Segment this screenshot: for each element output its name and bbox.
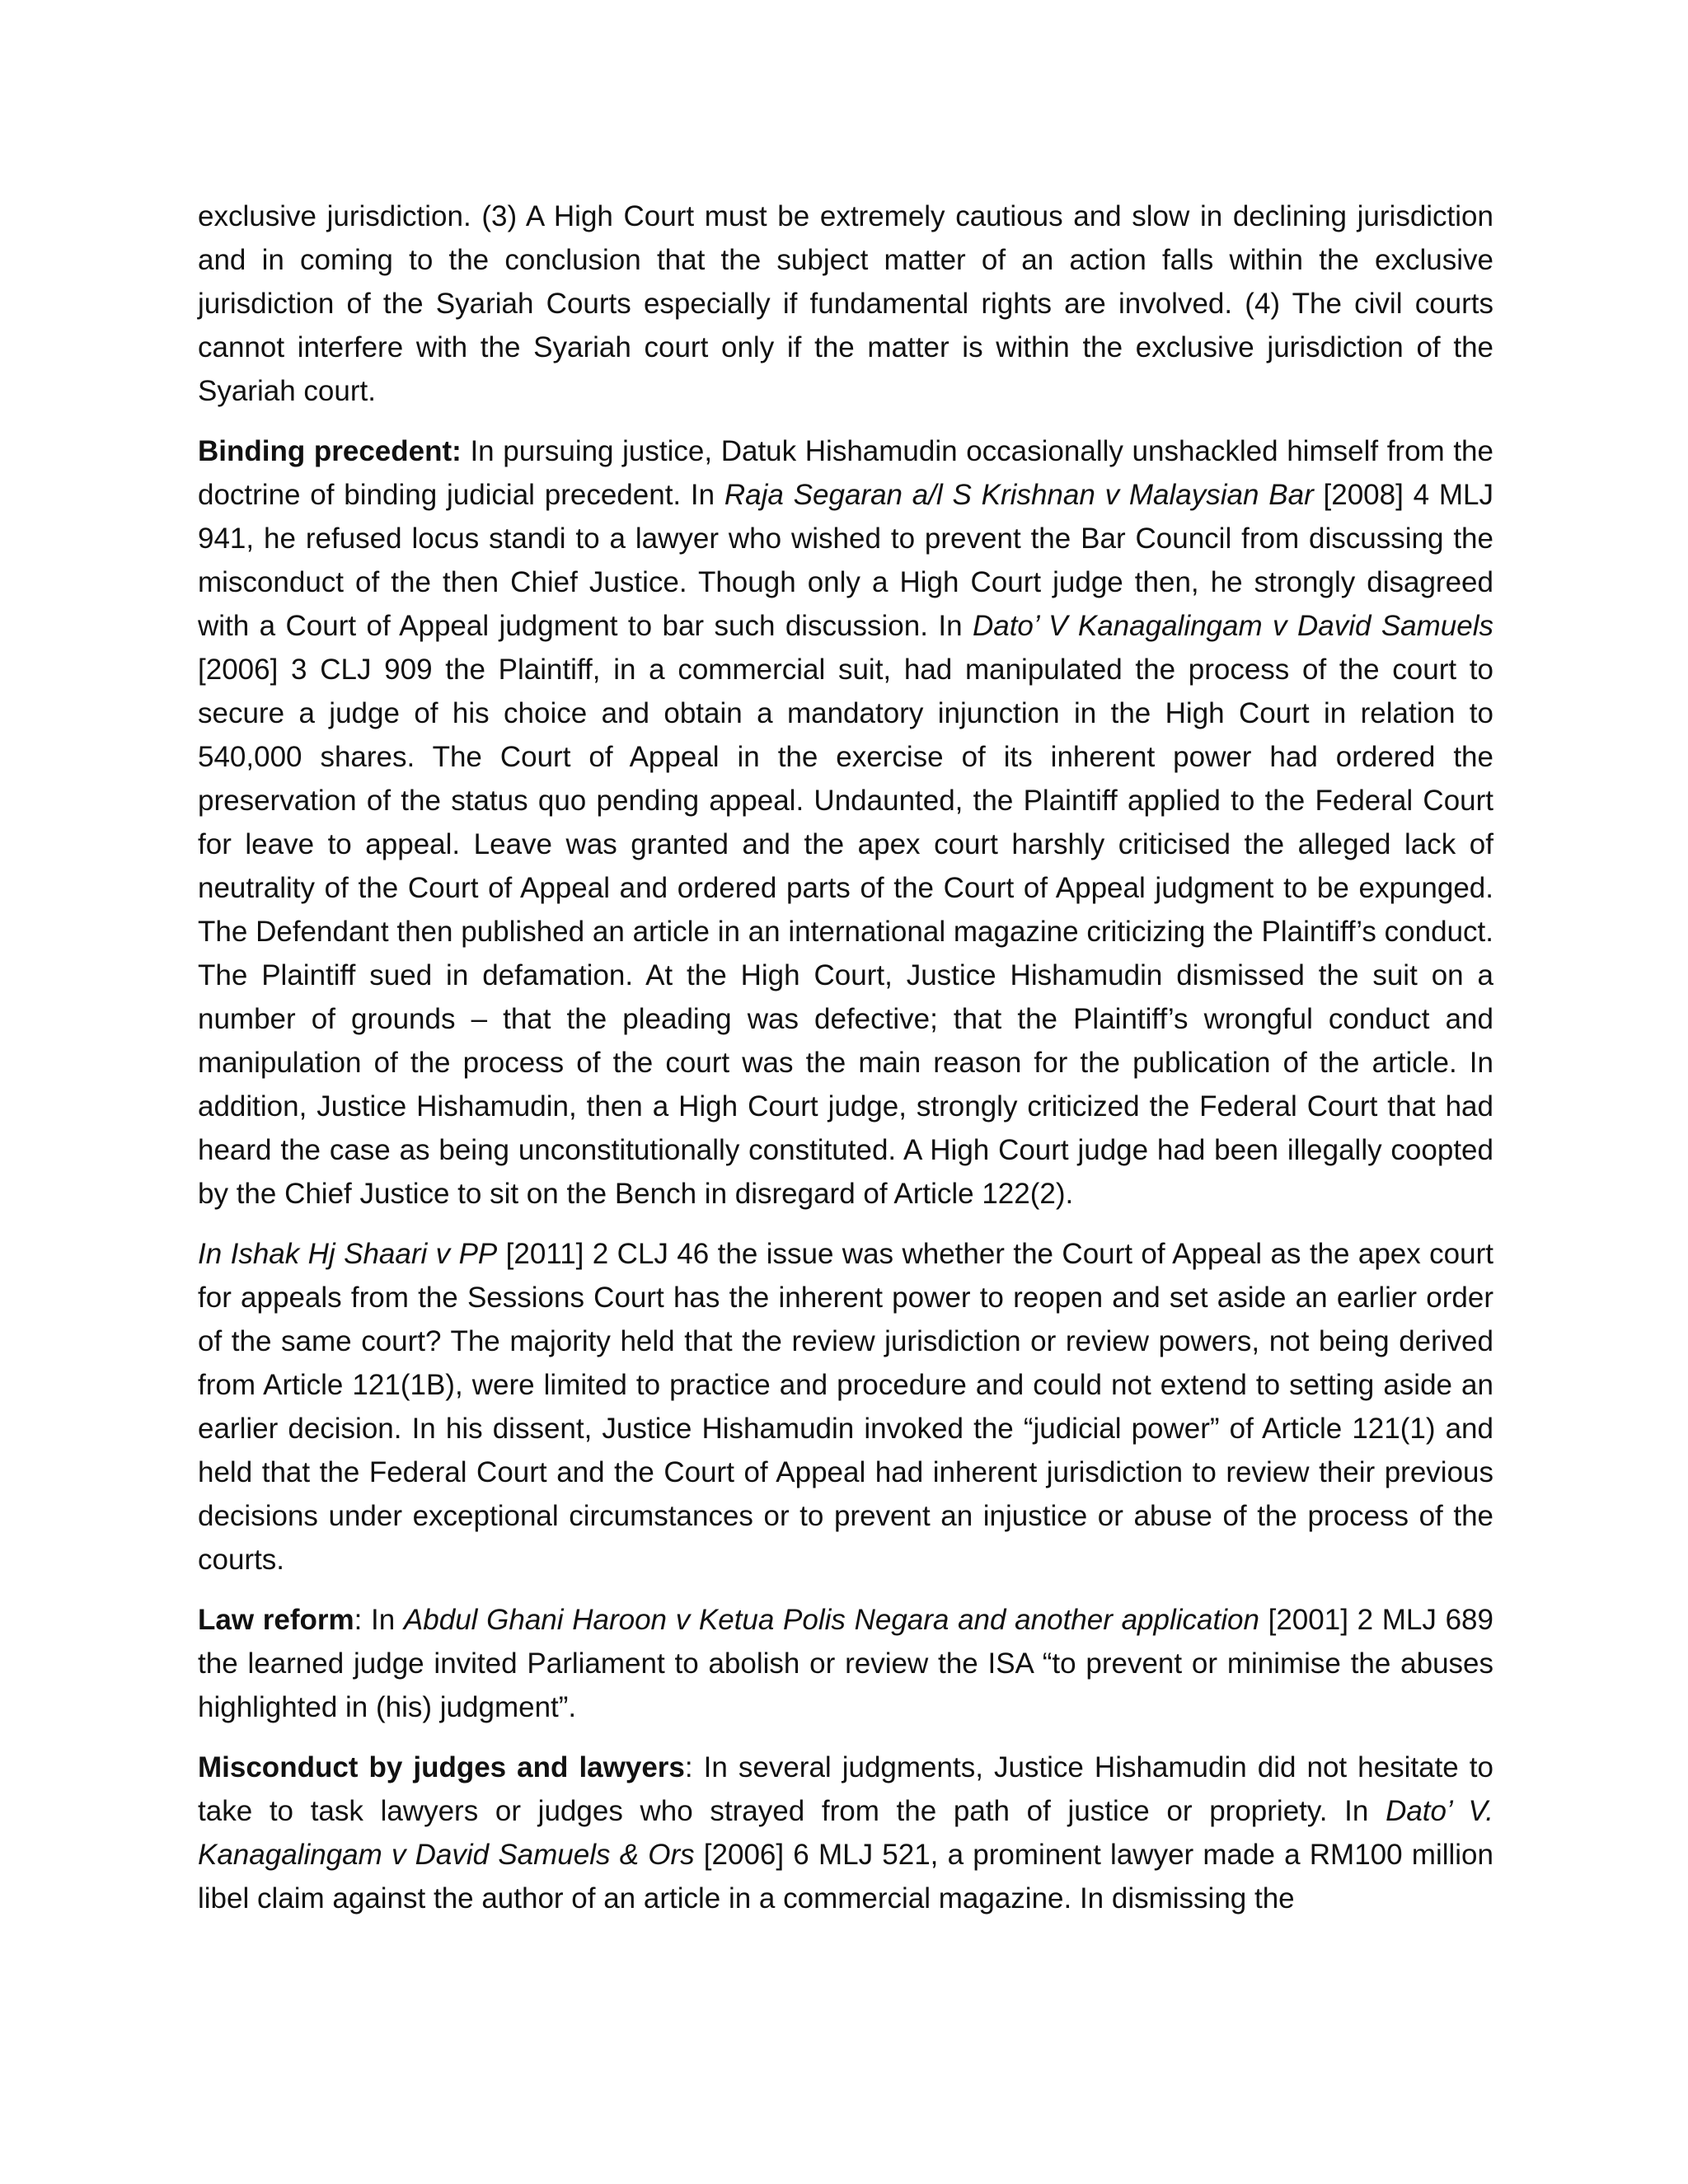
case-citation: In Ishak Hj Shaari v PP bbox=[198, 1238, 498, 1270]
text-run: [2008] 4 MLJ 941, he refused locus standi to a lawyer who wished to prevent the Bar Council from discussing the misconduct of the then Chief Justice. Though only a High Court judge then, he strongly disagreed with a Court of Appeal judgment to bar such discussion. In bbox=[198, 479, 1493, 642]
case-citation: Dato’ V. Kanagalingam v David Samuels & Ors bbox=[198, 1795, 1493, 1871]
text-run: [2001] 2 MLJ 689 the learned judge invited Parliament to abolish or review the ISA “to prevent or minimise the abuses highlighted in (his) judgment”. bbox=[198, 1604, 1493, 1723]
text-run: exclusive jurisdiction. (3) A High Court must be extremely cautious and slow in declining jurisdiction and in coming to the conclusion that the subject matter of an action falls within the exclusive jurisdiction of the Syariah Courts especially if fundamental rights are involved. (4) The civil courts cannot interfere with the Syariah court only if the matter is within the exclusive jurisdiction of the Syariah court. bbox=[198, 200, 1493, 407]
text-run: : In bbox=[354, 1604, 404, 1636]
text-run: In pursuing justice, Datuk Hishamudin occasionally unshackled himself from the doctrine of binding judicial precedent. In bbox=[198, 435, 1493, 511]
text-run: [2011] 2 CLJ 46 the issue was whether the Court of Appeal as the apex court for appeals from the Sessions Court has the inherent power to reopen and set aside an earlier order of the same court? The majority held that the review jurisdiction or review powers, not being derived from Article 121(1B), were limited to practice and procedure and could not extend to setting aside an earlier decision. In his dissent, Justice Hishamudin invoked the “judicial power” of Article 121(1) and held that the Federal Court and the Court of Appeal had inherent jurisdiction to review their previous decisions under exceptional circumstances or to prevent an injustice or abuse of the process of the courts. bbox=[198, 1238, 1493, 1576]
paragraph-binding-precedent bbox=[198, 429, 1493, 1216]
text-run: [2006] 3 CLJ 909 the Plaintiff, in a commercial suit, had manipulated the process of the court to secure a judge of his choice and obtain a mandatory injunction in the High Court in relation to 540,000 shares. The Court of Appeal in the exercise of its inherent power had ordered the preservation of the status quo pending appeal. Undaunted, the Plaintiff applied to the Federal Court for leave to appeal. Leave was granted and the apex court harshly criticised the alleged lack of neutrality of the Court of Appeal and ordered parts of the Court of Appeal judgment to be expunged. The Defendant then published an article in an international magazine criticizing the Plaintiff’s conduct. The Plaintiff sued in defamation. At the High Court, Justice Hishamudin dismissed the suit on a number of grounds – that the pleading was defective; that the Plaintiff’s wrongful conduct and manipulation of the process of the court was the main reason for the publication of the article. In addition, Justice Hishamudin, then a High Court judge, strongly criticized the Federal Court that had heard the case as being unconstitutionally constituted. A High Court judge had been illegally coopted by the Chief Justice to sit on the Bench in disregard of Article 122(2). bbox=[198, 654, 1493, 1210]
paragraph-ishak bbox=[198, 1232, 1493, 1582]
text-run: [2006] 6 MLJ 521, a prominent lawyer made a RM100 million libel claim against the author of an article in a commercial magazine. In dismissing the bbox=[198, 1839, 1493, 1915]
section-heading: Binding precedent: bbox=[198, 435, 462, 467]
case-citation: Raja Segaran a/l S Krishnan v Malaysian Bar bbox=[724, 479, 1314, 511]
section-heading: Law reform bbox=[198, 1604, 354, 1636]
text-run: : In several judgments, Justice Hishamudin did not hesitate to take to task lawyers or judges who strayed from the path of justice or propriety. In bbox=[198, 1751, 1493, 1827]
case-citation: Abdul Ghani Haroon v Ketua Polis Negara and another application bbox=[403, 1604, 1259, 1636]
document-page bbox=[198, 194, 1493, 1937]
section-heading: Misconduct by judges and lawyers bbox=[198, 1751, 685, 1783]
paragraph-misconduct bbox=[198, 1746, 1493, 1920]
case-citation: Dato’ V Kanagalingam v David Samuels bbox=[972, 610, 1494, 642]
paragraph-law-reform bbox=[198, 1598, 1493, 1729]
paragraph-jurisdiction bbox=[198, 194, 1493, 413]
